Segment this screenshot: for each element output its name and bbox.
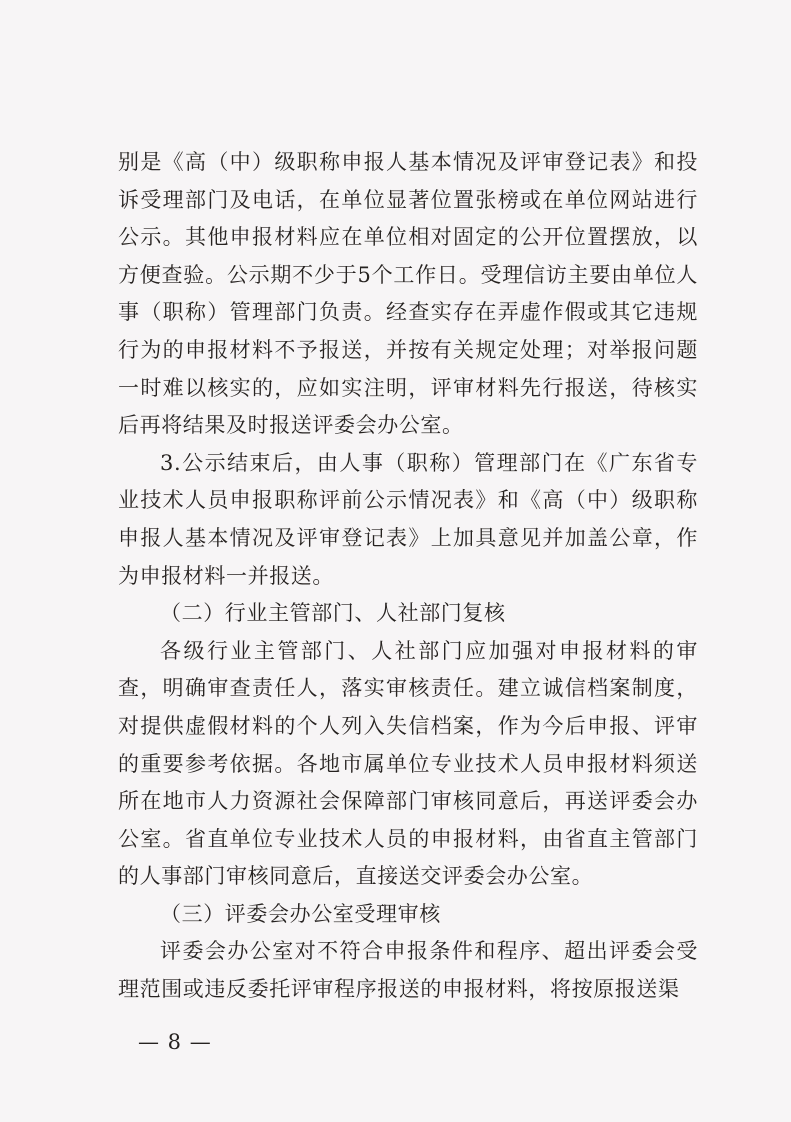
document-body: [118, 144, 698, 1009]
section-heading-review: （二）行业主管部门、人社部门复核: [160, 601, 506, 626]
paragraph-publicity-continuation: 别是《高（中）级职称申报人基本情况及评审登记表》和投诉受理部门及电话，在单位显著位置张榜或在单位网站进行公示。其他申报材料应在单位相对固定的公开位置摆放，以方便查验。公示期不少于5个工作日。受理信访主要由单位人事（职称）管理部门负责。经查实存在弄虚作假或其它违规行为的申报材料不予报送，并按有关规定处理；对举报问题一时难以核实的，应如实注明，评审材料先行报送，待核实后再将结果及时报送评委会办公室。: [118, 150, 698, 438]
paragraph-department-review: 各级行业主管部门、人社部门应加强对申报材料的审查，明确审查责任人，落实审核责任。建立诚信档案制度，对提供虚假材料的个人列入失信档案，作为今后申报、评审的重要参考依据。各地市属单位专业技术人员申报材料须送所在地市人力资源社会保障部门审核同意后，再送评委会办公室。省直单位专业技术人员的申报材料，由省直主管部门的人事部门审核同意后，直接送交评委会办公室。: [118, 638, 698, 889]
paragraph-acceptance: 评委会办公室对不符合申报条件和程序、超出评委会受理范围或违反委托评审程序报送的申报材料，将按原报送渠: [118, 939, 698, 1002]
paragraph-item-3: 3.公示结束后，由人事（职称）管理部门在《广东省专业技术人员申报职称评前公示情况表》和《高（中）级职称申报人基本情况及评审登记表》上加具意见并加盖公章，作为申报材料一并报送。: [118, 450, 698, 588]
section-heading-acceptance: （三）评委会办公室受理审核: [160, 901, 441, 926]
page-number: — 8 —: [138, 1030, 212, 1054]
